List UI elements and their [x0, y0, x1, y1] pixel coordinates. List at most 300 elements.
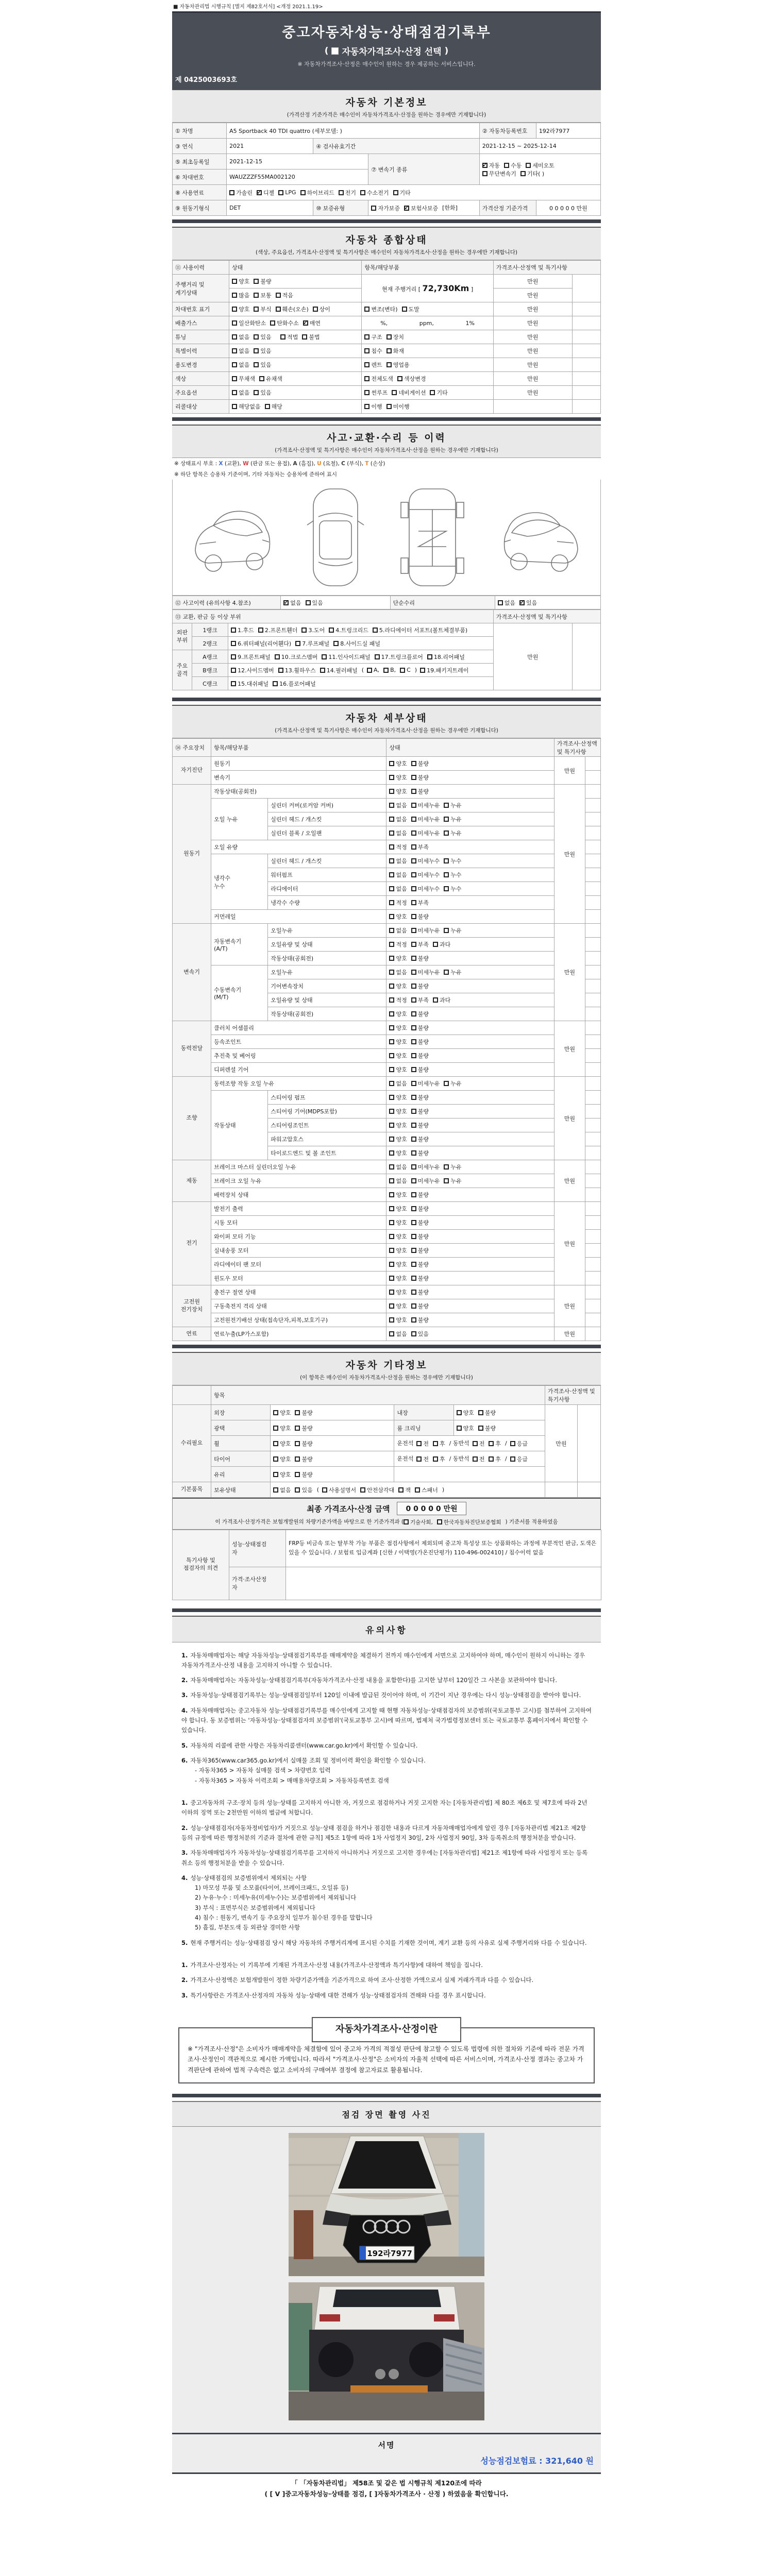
- notice-item-text: 중고자동차의 구조·장치 등의 성능·상태를 고지하지 아니한 자, 거짓으로 점검하거나 거짓 고지한 자는 [자동차관리법] 제 80조 제6호 및 제7호에 따라 2년 이하의 징역 또는 2천만원 이하의 벌금에 처합니다.: [181, 1799, 587, 1817]
- checkbox-수동[interactable]: [504, 161, 522, 170]
- checkbox-label: 양호: [396, 983, 407, 990]
- price-note-cell: [572, 623, 600, 690]
- checkbox-스패너[interactable]: [415, 1486, 438, 1494]
- component-state-options: [386, 1091, 554, 1105]
- checkbox-도말[interactable]: [402, 305, 419, 313]
- checkbox-box: [254, 348, 259, 353]
- component-state-options: [386, 1216, 554, 1230]
- checkbox-있음[interactable]: [306, 599, 323, 607]
- checkbox-부식[interactable]: [254, 305, 271, 313]
- checkbox-적음[interactable]: [276, 291, 293, 299]
- checkbox-무단변속기[interactable]: [482, 170, 516, 178]
- checkbox-미세누유[interactable]: [411, 1177, 440, 1185]
- simple-repair-options: [495, 596, 600, 609]
- checkbox-불량[interactable]: [295, 1470, 312, 1479]
- checkbox-미세누유[interactable]: [411, 1079, 440, 1088]
- component-state-options: [386, 840, 554, 854]
- checkbox-label: 미세누유: [417, 1178, 440, 1184]
- component-item: 추진축 및 베어링: [211, 1049, 386, 1063]
- checkbox-6.쿼터패널(리어휀다)[interactable]: [231, 639, 291, 648]
- checkbox-13.휠하우스[interactable]: [278, 666, 316, 674]
- checkbox-없음[interactable]: [389, 871, 407, 879]
- checkbox-전체도색[interactable]: [364, 375, 393, 383]
- checkbox-누수[interactable]: [444, 885, 461, 893]
- checkbox-box: [433, 1456, 438, 1462]
- wheel-tire-position-options: [394, 1436, 545, 1451]
- checkbox-양호[interactable]: [389, 1232, 407, 1241]
- component-item: 작동상태(공회전): [211, 785, 386, 799]
- checkbox-누수[interactable]: [444, 871, 461, 879]
- checkbox-후[interactable]: [489, 1455, 501, 1463]
- checkbox-5.라디에이터 서포트(볼트체결부품)[interactable]: [373, 626, 467, 634]
- checkbox-box: [389, 1011, 394, 1016]
- checkbox-미세누유[interactable]: [411, 815, 440, 823]
- checkbox-양호[interactable]: [232, 305, 249, 313]
- checkbox-없음[interactable]: [389, 857, 407, 865]
- checkbox-불량[interactable]: [411, 982, 429, 990]
- price-survey-checkbox-icon[interactable]: [331, 47, 339, 55]
- fuel-options: [227, 185, 601, 200]
- notice-item-text: 자동차매매업자가 자동차성능·상태점검기록부를 고지하지 아니하거나 거짓으로 고지한 경우에는 [자동차관리법] 제21조 제1항에 따라 사업정지 또는 등록취소 등의 행정처분을 받을 수 있습니다.: [181, 1849, 588, 1867]
- checkbox-안전삼각대[interactable]: [360, 1486, 394, 1494]
- checkbox-불량[interactable]: [411, 1010, 429, 1018]
- checkbox-양호[interactable]: [273, 1455, 291, 1463]
- checkbox-label: 없음: [396, 816, 407, 823]
- checkbox-box: [302, 334, 307, 340]
- checkbox-label: 불량: [417, 1150, 429, 1157]
- checkbox-box: [386, 404, 392, 409]
- checkbox-불량[interactable]: [411, 912, 429, 921]
- checkbox-불량[interactable]: [411, 1093, 429, 1101]
- checkbox-불량[interactable]: [411, 1149, 429, 1157]
- checkbox-C[interactable]: [400, 667, 411, 673]
- checkbox-label: 많음: [239, 292, 250, 299]
- checkbox-미세누유[interactable]: [411, 968, 440, 976]
- checkbox-이행[interactable]: [364, 402, 382, 411]
- component-state-options: [386, 1035, 554, 1049]
- checkbox-기타[interactable]: [430, 388, 447, 397]
- checkbox-썬루프[interactable]: [364, 388, 388, 397]
- checkbox-양호[interactable]: [389, 1024, 407, 1032]
- checkbox-불량[interactable]: [411, 787, 429, 795]
- checkbox-label: 미세누유: [417, 969, 440, 976]
- checkbox-양호[interactable]: [273, 1439, 291, 1448]
- checkbox-label: 누유: [450, 816, 462, 823]
- checkbox-양호[interactable]: [457, 1424, 474, 1432]
- checkbox-양호[interactable]: [389, 1316, 407, 1324]
- checkbox-2.프론트휀더[interactable]: [258, 626, 298, 634]
- checkbox-응급[interactable]: [510, 1439, 528, 1448]
- checkbox-미세누수[interactable]: [411, 885, 440, 893]
- panel-group-label: 외판 부위: [173, 623, 192, 650]
- notice-item-number: 6.: [181, 1757, 188, 1764]
- checkbox-없음[interactable]: [389, 1177, 407, 1185]
- checkbox-label: 불량: [417, 1275, 429, 1282]
- checkbox-많음[interactable]: [232, 291, 249, 299]
- notice-subitem: 5) 흠집, 부분도색 등 외관상 경미한 사항: [195, 1924, 300, 1931]
- notice-item-number: 5.: [181, 1741, 188, 1749]
- checkbox-label: 없음: [239, 334, 250, 341]
- checkbox-없음[interactable]: [232, 361, 249, 369]
- price-note-cell: [585, 1077, 600, 1091]
- checkbox-box: [411, 789, 416, 794]
- checkbox-미세누유[interactable]: [411, 926, 440, 935]
- checkbox-4.트렁크리드[interactable]: [329, 626, 368, 634]
- checkbox-없음[interactable]: [389, 926, 407, 935]
- checkbox-양호[interactable]: [389, 759, 407, 768]
- checkbox-부족[interactable]: [411, 940, 429, 948]
- checkbox-label: 영업용: [393, 362, 410, 368]
- checkbox-17.트렁크플로어[interactable]: [375, 653, 423, 661]
- price-note-cell: [585, 840, 600, 854]
- checkbox-없음[interactable]: [389, 815, 407, 823]
- checkbox-네비게이션[interactable]: [392, 388, 426, 397]
- checkbox-누유[interactable]: [444, 1079, 461, 1088]
- checkbox-없음[interactable]: [283, 599, 301, 607]
- base-price-value: 0 0 0 0 0 만원: [536, 200, 600, 216]
- checkbox-응급[interactable]: [510, 1455, 528, 1463]
- checkbox-없음[interactable]: [389, 1163, 407, 1171]
- checkbox-양호[interactable]: [389, 1274, 407, 1282]
- checkbox-15.대쉬패널[interactable]: [231, 680, 268, 688]
- checkbox-디젤[interactable]: [257, 189, 274, 197]
- checkbox-box: [411, 984, 416, 989]
- checkbox-탄화수소[interactable]: [270, 319, 299, 327]
- checkbox-누유[interactable]: [444, 829, 461, 837]
- checkbox-일산화탄소[interactable]: [232, 319, 266, 327]
- checkbox-양호[interactable]: [232, 277, 249, 285]
- checkbox-3.도어[interactable]: [301, 626, 325, 634]
- checkbox-세미오토[interactable]: [526, 161, 554, 170]
- checkbox-label: 부족: [417, 997, 429, 1004]
- checkbox-후[interactable]: [433, 1439, 445, 1448]
- checkbox-양호[interactable]: [273, 1470, 291, 1479]
- checkbox-불량[interactable]: [411, 1232, 429, 1241]
- checkbox-양호[interactable]: [389, 1093, 407, 1101]
- form-subtitle: [177, 44, 596, 57]
- checkbox-양호[interactable]: [389, 787, 407, 795]
- checkbox-후[interactable]: [489, 1439, 501, 1448]
- checkbox-양호[interactable]: [389, 954, 407, 962]
- checkbox-불량[interactable]: [411, 1121, 429, 1129]
- checkbox-box: [295, 1441, 300, 1446]
- checkbox-상이[interactable]: [313, 305, 330, 313]
- checkbox-없음[interactable]: [389, 885, 407, 893]
- price-note-cell: [585, 882, 600, 896]
- checkbox-누유[interactable]: [444, 968, 461, 976]
- checkbox-box: [389, 1317, 394, 1323]
- checkbox-없음[interactable]: [498, 599, 515, 607]
- checkbox-누유[interactable]: [444, 926, 461, 935]
- checkbox-양호[interactable]: [273, 1409, 291, 1417]
- checkbox-12.사이드멤버[interactable]: [231, 666, 274, 674]
- checkbox-불량[interactable]: [295, 1409, 312, 1417]
- checkbox-없음[interactable]: [389, 829, 407, 837]
- checkbox-box: [231, 654, 236, 659]
- checkbox-LPG[interactable]: [278, 189, 296, 196]
- checkbox-미세누유[interactable]: [411, 801, 440, 809]
- checkbox-자동[interactable]: [482, 161, 500, 170]
- checkbox-있음[interactable]: [254, 333, 271, 341]
- checkbox-불량[interactable]: [411, 1052, 429, 1060]
- checkbox-누유[interactable]: [444, 815, 461, 823]
- checkbox-label: 없음: [396, 1164, 407, 1171]
- checkbox-없음[interactable]: [389, 1330, 407, 1338]
- checkbox-box: [322, 1487, 327, 1493]
- checkbox-양호[interactable]: [389, 1038, 407, 1046]
- checkbox-label: 기타( ): [527, 170, 545, 177]
- checkbox-불량[interactable]: [295, 1439, 312, 1448]
- checkbox-미세누수[interactable]: [411, 857, 440, 865]
- checkbox-불량[interactable]: [411, 773, 429, 782]
- checkbox-box: [231, 641, 236, 646]
- checkbox-기술사회,[interactable]: [404, 1518, 433, 1526]
- checkbox-10.크로스멤버[interactable]: [275, 653, 318, 661]
- checkbox-양호[interactable]: [389, 1065, 407, 1074]
- checkbox-적정[interactable]: [389, 899, 407, 907]
- checkbox-9.프론트패널[interactable]: [231, 653, 271, 661]
- checkbox-양호[interactable]: [389, 1205, 407, 1213]
- checkbox-렌트[interactable]: [364, 361, 382, 369]
- checkbox-양호[interactable]: [389, 1149, 407, 1157]
- checkbox-적정[interactable]: [389, 843, 407, 851]
- checkbox-불량[interactable]: [411, 759, 429, 768]
- checkbox-box: [526, 163, 531, 168]
- checkbox-양호[interactable]: [389, 1218, 407, 1227]
- checkbox-box: [389, 1081, 394, 1086]
- checkbox-보통[interactable]: [254, 291, 271, 299]
- checkbox-잭[interactable]: [398, 1486, 411, 1494]
- checkbox-불량[interactable]: [411, 1135, 429, 1143]
- checkbox-과다[interactable]: [433, 940, 450, 948]
- checkbox-불량[interactable]: [411, 1191, 429, 1199]
- checkbox-미세누유[interactable]: [411, 829, 440, 837]
- checkbox-양호[interactable]: [389, 1052, 407, 1060]
- checkbox-불량[interactable]: [478, 1409, 496, 1417]
- checkbox-전[interactable]: [416, 1455, 429, 1463]
- checkbox-있음[interactable]: [295, 1486, 312, 1494]
- checkbox-없음[interactable]: [232, 333, 249, 341]
- checkbox-양호[interactable]: [389, 1191, 407, 1199]
- checkbox-있음[interactable]: [254, 347, 271, 355]
- checkbox-누유[interactable]: [444, 1177, 461, 1185]
- checkbox-box: [444, 928, 449, 933]
- checkbox-불량[interactable]: [411, 1024, 429, 1032]
- overall-state-options: [229, 358, 362, 372]
- checkbox-A,[interactable]: [367, 667, 379, 673]
- checkbox-전기[interactable]: [339, 189, 356, 197]
- checkbox-수소전기[interactable]: [360, 189, 389, 197]
- notice-item: [181, 1798, 592, 1818]
- price-note-cell: [585, 812, 600, 826]
- notice-item-number: 3.: [181, 1849, 188, 1857]
- checkbox-box: [444, 858, 449, 863]
- checkbox-box: [231, 681, 236, 686]
- checkbox-19.패키지트레이[interactable]: [420, 666, 468, 674]
- checkbox-없음[interactable]: [389, 1079, 407, 1088]
- checkbox-불량[interactable]: [411, 954, 429, 962]
- checkbox-불량[interactable]: [411, 1107, 429, 1115]
- checkbox-미세누수[interactable]: [411, 871, 440, 879]
- checkbox-없음[interactable]: [389, 801, 407, 809]
- checkbox-장치[interactable]: [386, 333, 404, 341]
- checkbox-구조[interactable]: [364, 333, 382, 341]
- checkbox-B,[interactable]: [383, 667, 396, 673]
- checkbox-매연[interactable]: [303, 319, 321, 327]
- price-unit: 만원: [493, 344, 572, 358]
- checkbox-기타( )[interactable]: [520, 170, 544, 178]
- overall-row-label: 튜닝: [173, 330, 229, 344]
- checkbox-양호[interactable]: [389, 1010, 407, 1018]
- other-item-options: [271, 1451, 394, 1467]
- checkbox-label: 도말: [408, 306, 419, 313]
- checkbox-과다[interactable]: [433, 996, 450, 1004]
- checkbox-box: [278, 668, 283, 673]
- checkbox-label: 불량: [417, 774, 429, 781]
- checkbox-box: [411, 956, 416, 961]
- checkbox-1.후드[interactable]: [231, 626, 254, 634]
- checkbox-양호[interactable]: [389, 1121, 407, 1129]
- checkbox-양호[interactable]: [389, 1246, 407, 1255]
- checkbox-침수[interactable]: [364, 347, 382, 355]
- checkbox-자가보증[interactable]: [371, 204, 400, 212]
- checkbox-누유[interactable]: [444, 801, 461, 809]
- checkbox-label: 없음: [396, 1178, 407, 1184]
- checkbox-양호[interactable]: [389, 773, 407, 782]
- checkbox-있음[interactable]: [254, 361, 271, 369]
- checkbox-14.필러패널[interactable]: [320, 666, 358, 674]
- checkbox-불량[interactable]: [411, 1205, 429, 1213]
- checkbox-label: 양호: [396, 1247, 407, 1254]
- checkbox-양호[interactable]: [389, 1107, 407, 1115]
- checkbox-양호[interactable]: [389, 1288, 407, 1296]
- checkbox-box: [415, 1487, 420, 1493]
- checkbox-전[interactable]: [473, 1455, 485, 1463]
- checkbox-불법[interactable]: [302, 333, 320, 341]
- checkbox-변조(변타)[interactable]: [364, 305, 397, 313]
- component-item: 냉각수 수량: [268, 896, 386, 910]
- checkbox-없음[interactable]: [232, 347, 249, 355]
- checkbox-해당[interactable]: [265, 402, 282, 411]
- checkbox-불량[interactable]: [254, 277, 271, 285]
- checkbox-보험사보증[interactable]: [404, 204, 438, 212]
- checkbox-없음[interactable]: [273, 1486, 291, 1494]
- checkbox-전[interactable]: [473, 1439, 485, 1448]
- checkbox-양호[interactable]: [389, 912, 407, 921]
- checkbox-훼손(오손)[interactable]: [276, 305, 309, 313]
- checkbox-label: 15.대쉬패널: [238, 680, 269, 687]
- checkbox-색상변경[interactable]: [397, 375, 426, 383]
- checkbox-양호[interactable]: [389, 1302, 407, 1310]
- checkbox-부족[interactable]: [411, 899, 429, 907]
- checkbox-화재[interactable]: [386, 347, 404, 355]
- checkbox-가솔린[interactable]: [229, 189, 253, 197]
- checkbox-영업용[interactable]: [386, 361, 410, 369]
- checkbox-box: [389, 1290, 394, 1295]
- checkbox-누유[interactable]: [444, 1163, 461, 1171]
- checkbox-사용설명서[interactable]: [322, 1486, 356, 1494]
- checkbox-적정[interactable]: [389, 996, 407, 1004]
- checkbox-label: 양호: [396, 1317, 407, 1324]
- legend-code-C: C: [341, 461, 345, 467]
- checkbox-label: 불량: [417, 1053, 429, 1059]
- checkbox-불량[interactable]: [478, 1424, 496, 1432]
- checkbox-불량[interactable]: [411, 1288, 429, 1296]
- checkbox-11.인사이드패널[interactable]: [322, 653, 370, 661]
- checkbox-불량[interactable]: [411, 1065, 429, 1074]
- checkbox-양호[interactable]: [389, 982, 407, 990]
- checkbox-부족[interactable]: [411, 843, 429, 851]
- checkbox-box: [231, 628, 236, 633]
- checkbox-미세누유[interactable]: [411, 1163, 440, 1171]
- checkbox-label: 한국자동차진단보증협회: [443, 1519, 501, 1526]
- checkbox-불량[interactable]: [411, 1260, 429, 1268]
- checkbox-후[interactable]: [433, 1455, 445, 1463]
- checkbox-box: [478, 1426, 483, 1431]
- checkbox-box: [364, 390, 369, 395]
- checkbox-하이브리드[interactable]: [300, 189, 334, 197]
- checkbox-label: 없음: [396, 1080, 407, 1087]
- notice-item: [181, 1690, 592, 1700]
- checkbox-양호[interactable]: [389, 1260, 407, 1268]
- checkbox-양호[interactable]: [457, 1409, 474, 1417]
- checkbox-양호[interactable]: [389, 1135, 407, 1143]
- checkbox-label: 전기: [345, 189, 356, 196]
- checkbox-해당없음[interactable]: [232, 402, 261, 411]
- rank-label: B랭크: [192, 664, 228, 677]
- overall-item-options: [362, 344, 493, 358]
- checkbox-유채색[interactable]: [259, 375, 282, 383]
- checkbox-16.플로어패널[interactable]: [273, 680, 316, 688]
- checkbox-없음[interactable]: [389, 968, 407, 976]
- checkbox-있음[interactable]: [411, 1330, 429, 1338]
- checkbox-적정[interactable]: [389, 940, 407, 948]
- checkbox-8.사이드실 패널[interactable]: [333, 639, 380, 648]
- checkbox-불량[interactable]: [295, 1424, 312, 1432]
- checkbox-있음[interactable]: [519, 599, 537, 607]
- checkbox-18.리어패널[interactable]: [427, 653, 465, 661]
- checkbox-불량[interactable]: [411, 1316, 429, 1324]
- notice-item-text: 현재 주행거리는 성능·상태점검 당시 해당 자동차의 주행거리계에 표시된 수치를 기재한 것이며, 계기 교환 등의 사유로 실제 주행거리와 다를 수 있습니다.: [190, 1939, 587, 1946]
- price-unit: [493, 400, 572, 414]
- checkbox-부족[interactable]: [411, 996, 429, 1004]
- checkbox-있음[interactable]: [254, 388, 271, 397]
- checkbox-전[interactable]: [416, 1439, 429, 1448]
- checkbox-양호[interactable]: [273, 1424, 291, 1432]
- checkbox-label: 7.루프패널: [302, 640, 330, 647]
- checkbox-불량[interactable]: [411, 1218, 429, 1227]
- checkbox-box: [275, 654, 280, 659]
- checkbox-불량[interactable]: [411, 1274, 429, 1282]
- checkbox-불량[interactable]: [411, 1246, 429, 1255]
- checkbox-누수[interactable]: [444, 857, 461, 865]
- checkbox-7.루프패널[interactable]: [295, 639, 329, 648]
- checkbox-불량[interactable]: [411, 1038, 429, 1046]
- checkbox-box: [437, 1519, 442, 1524]
- checkbox-기타[interactable]: [393, 189, 411, 197]
- checkbox-무채색[interactable]: [232, 375, 255, 383]
- component-item: 변속기: [211, 771, 386, 785]
- component-item: 원동기: [211, 757, 386, 771]
- checkbox-box: [389, 970, 394, 975]
- checkbox-적법[interactable]: [280, 333, 298, 341]
- checkbox-없음[interactable]: [232, 388, 249, 397]
- checkbox-불량[interactable]: [295, 1455, 312, 1463]
- checkbox-불량[interactable]: [411, 1302, 429, 1310]
- checkbox-미이행[interactable]: [386, 402, 410, 411]
- checkbox-한국자동차진단보증협회[interactable]: [437, 1518, 501, 1526]
- checkbox-box: [411, 1317, 416, 1323]
